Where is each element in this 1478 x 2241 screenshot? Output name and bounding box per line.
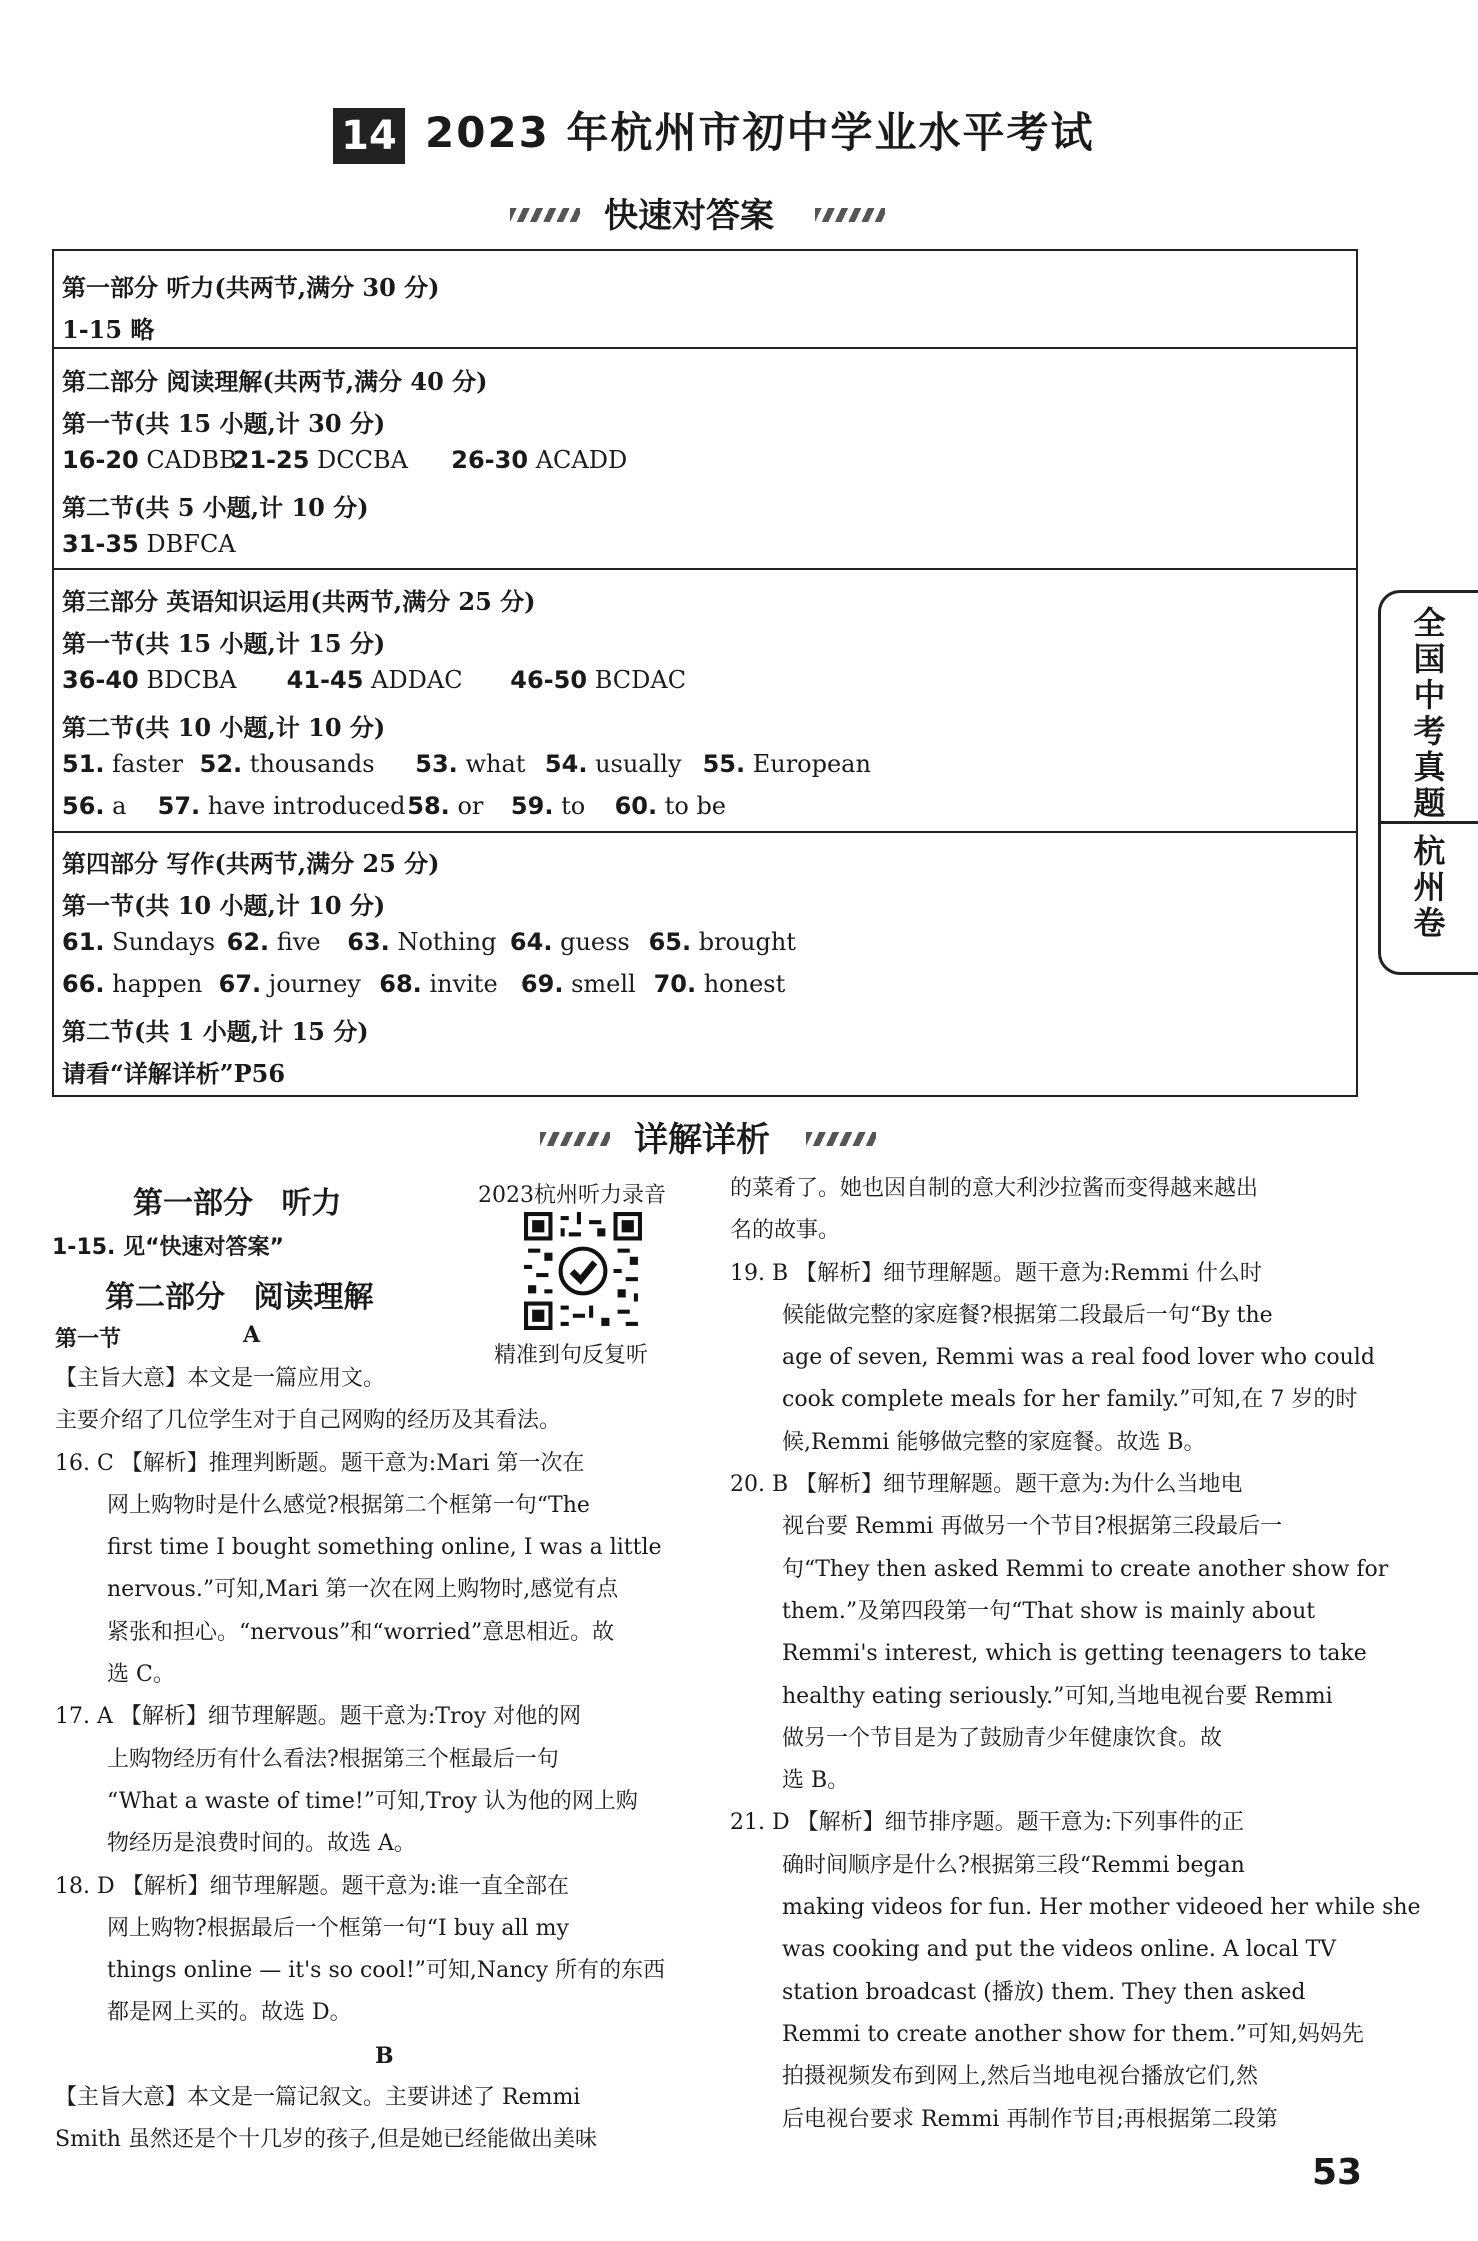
decorative-stripes-right: [806, 1132, 876, 1146]
text-line: 句“They then asked Remmi to create another show for: [782, 1556, 1389, 1582]
divider: [54, 347, 1356, 349]
item-number: 67.: [218, 970, 262, 998]
item-number: 55.: [702, 750, 746, 778]
text-line: 19. B 【解析】细节理解题。题干意为:Remmi 什么时: [730, 1260, 1262, 1286]
item-number: 52.: [199, 750, 243, 778]
item-number: 63.: [347, 928, 390, 956]
part4-title: 第四部分 写作(共两节,满分 25 分): [62, 849, 440, 878]
text-line: healthy eating seriously.”可知,当地电视台要 Remmi: [782, 1683, 1333, 1709]
item-answer: usually: [595, 750, 682, 778]
item-number: 68.: [379, 970, 422, 998]
text-line: 16. C 【解析】推理判断题。题干意为:Mari 第一次在: [55, 1450, 585, 1476]
word-answer-row: [62, 928, 796, 956]
unit-number-badge: 14: [333, 108, 405, 164]
answer-range: 16-20: [62, 446, 139, 474]
text-line: 都是网上买的。故选 D。: [107, 2000, 352, 2026]
answer-range: 36-40: [62, 666, 139, 694]
text-line: them.”及第四段第一句“That show is mainly about: [782, 1598, 1316, 1624]
answer-range: 41-45: [286, 666, 364, 694]
text-line: first time I bought something online, I was a little: [107, 1535, 662, 1561]
item-number: 56.: [62, 792, 105, 820]
answer-letters: BDCBA: [146, 666, 237, 694]
word-answer-row: [62, 750, 871, 778]
item-answer: Sundays: [112, 928, 216, 956]
text-line: 21. D 【解析】细节排序题。题干意为:下列事件的正: [730, 1810, 1245, 1836]
part2-section1: 第一节(共 15 小题,计 30 分): [62, 409, 386, 438]
answer-letters: CADBB: [146, 446, 237, 474]
text-line: 名的故事。: [730, 1218, 841, 1244]
tab-divider: [1381, 821, 1478, 824]
text-line: was cooking and put the videos online. A local TV: [782, 1937, 1337, 1963]
divider: [54, 568, 1356, 570]
text-line: 上购物经历有什么看法?根据第三个框最后一句: [107, 1746, 559, 1772]
passage-a-label: A: [243, 1322, 261, 1348]
answer-range: 46-50: [510, 666, 588, 694]
text-line: 选 C。: [107, 1662, 175, 1688]
qr-caption-bottom: 精准到句反复听: [494, 1343, 649, 1368]
item-number: 64.: [509, 928, 553, 956]
text-line: 视台要 Remmi 再做另一个节目?根据第三段最后一: [782, 1514, 1283, 1540]
text-line: 候,Remmi 能够做完整的家庭餐。故选 B。: [782, 1429, 1206, 1455]
explanation-heading: 详解详析: [634, 1120, 770, 1160]
item-number: 65.: [648, 928, 692, 956]
text-line: 拍摄视频发布到网上,然后当地电视台播放它们,然: [782, 2064, 1258, 2090]
item-answer: honest: [703, 970, 786, 998]
tab-char: 卷: [1413, 904, 1446, 942]
text-line: cook complete meals for her family.”可知,在 7 岁的时: [782, 1387, 1358, 1413]
part1-heading: 第一部分 听力: [133, 1186, 342, 1221]
text-line: nervous.”可知,Mari 第一次在网上购物时,感觉有点: [107, 1577, 619, 1603]
decorative-stripes-right: [815, 208, 885, 222]
text-line: Remmi's interest, which is getting teenagers to take: [782, 1641, 1367, 1667]
answer-group-row: [62, 666, 686, 694]
word-answer-row: [62, 970, 785, 998]
answer-letters: DCCBA: [317, 446, 408, 474]
text-line: age of seven, Remmi was a real food lover who could: [782, 1345, 1375, 1371]
item-answer: guess: [560, 928, 630, 956]
item-answer: a: [112, 792, 127, 820]
part2-title: 第二部分 阅读理解(共两节,满分 40 分): [62, 367, 488, 396]
tab-char: 考: [1413, 712, 1446, 750]
listening-note: 1-15. 见“快速对答案”: [52, 1235, 284, 1260]
answer-letters: BCDAC: [594, 666, 687, 694]
item-number: 54.: [544, 750, 588, 778]
right-explanations: [730, 1168, 1421, 2141]
part4-section1: 第一节(共 10 小题,计 10 分): [62, 891, 386, 920]
text-line: 的菜肴了。她也因自制的意大利沙拉酱而变得越来越出: [730, 1176, 1259, 1201]
item-number: 51.: [62, 750, 105, 778]
tab-char: 杭: [1413, 832, 1446, 870]
decorative-stripes-left: [510, 208, 580, 222]
item-number: 70.: [653, 970, 697, 998]
section1-label: 第一节: [55, 1326, 122, 1352]
tab-char: 中: [1413, 676, 1446, 714]
answer-range: 21-25: [232, 446, 310, 474]
answer-group-row: [62, 530, 236, 558]
answer-range: 26-30: [451, 446, 529, 474]
item-number: 66.: [62, 970, 105, 998]
answer-group-row: [62, 446, 627, 474]
item-answer: to be: [664, 792, 727, 820]
passage-b-label: B: [375, 2042, 394, 2069]
tab-char: 真: [1413, 748, 1446, 786]
item-number: 59.: [510, 792, 554, 820]
tab-char: 题: [1413, 784, 1446, 822]
text-line: 网上购物时是什么感觉?根据第二个框第一句“The: [107, 1492, 590, 1518]
part2-heading: 第二部分 阅读理解: [105, 1280, 374, 1315]
part3-title: 第三部分 英语知识运用(共两节,满分 25 分): [62, 587, 536, 616]
word-answer-row: [62, 792, 726, 820]
text-line: 20. B 【解析】细节理解题。题干意为:为什么当地电: [730, 1472, 1243, 1498]
text-line: 主要介绍了几位学生对于自己网购的经历及其看法。: [55, 1408, 562, 1434]
tab-char: 全: [1413, 604, 1446, 642]
item-number: 61.: [62, 928, 105, 956]
left-explanations: [55, 1358, 695, 2162]
answer-letters: DBFCA: [146, 530, 236, 558]
item-number: 58.: [407, 792, 450, 820]
item-answer: have introduced: [207, 792, 406, 820]
decorative-stripes-left: [540, 1132, 610, 1146]
item-number: 62.: [226, 928, 270, 956]
item-number: 60.: [614, 792, 658, 820]
qr-caption-top: 2023杭州听力录音: [478, 1183, 666, 1208]
tab-char: 州: [1413, 868, 1446, 906]
answer-range: 31-35: [62, 530, 139, 558]
item-answer: brought: [698, 928, 796, 956]
part2-section2: 第二节(共 5 小题,计 10 分): [62, 493, 369, 522]
item-answer: faster: [112, 750, 183, 778]
text-line: 物经历是浪费时间的。故选 A。: [107, 1831, 416, 1857]
side-tab: [1378, 590, 1478, 975]
text-line: 【主旨大意】本文是一篇应用文。: [55, 1366, 386, 1391]
page-number: 53: [1312, 2152, 1363, 2193]
part1-answers: 1-15 略: [62, 315, 155, 344]
text-line: 选 B。: [782, 1768, 850, 1794]
text-line: 紧张和担心。“nervous”和“worried”意思相近。故: [107, 1619, 615, 1645]
item-answer: smell: [571, 970, 636, 998]
text-line: 17. A 【解析】细节理解题。题干意为:Troy 对他的网: [55, 1704, 582, 1730]
text-line: station broadcast (播放) them. They then asked: [782, 1979, 1306, 2005]
part4-section2: 第二节(共 1 小题,计 15 分): [62, 1017, 369, 1046]
item-answer: invite: [429, 970, 498, 998]
item-answer: happen: [112, 970, 203, 998]
text-line: Remmi to create another show for them.”可知,妈妈先: [782, 2021, 1364, 2047]
qr-code-icon[interactable]: [524, 1212, 642, 1330]
item-answer: what: [465, 750, 526, 778]
item-number: 57.: [157, 792, 201, 820]
part3-section1: 第一节(共 15 小题,计 15 分): [62, 629, 386, 658]
item-answer: thousands: [249, 750, 375, 778]
text-line: making videos for fun. Her mother videoed her while she: [782, 1895, 1421, 1921]
part4-note: 请看“详解详析”P56: [62, 1059, 286, 1088]
text-line: 18. D 【解析】细节理解题。题干意为:谁一直全部在: [55, 1873, 570, 1899]
text-line: Smith 虽然还是个十几岁的孩子,但是她已经能做出美味: [55, 2127, 597, 2153]
tab-char: 国: [1413, 640, 1446, 678]
item-answer: European: [752, 750, 871, 778]
answer-letters: ACADD: [535, 446, 628, 474]
item-number: 53.: [415, 750, 458, 778]
page-title: 2023 年杭州市初中学业水平考试: [425, 108, 1095, 157]
text-line: 做另一个节目是为了鼓励青少年健康饮食。故: [782, 1725, 1223, 1751]
item-number: 69.: [520, 970, 564, 998]
text-line: 候能做完整的家庭餐?根据第二段最后一句“By the: [782, 1302, 1273, 1328]
divider: [54, 831, 1356, 833]
text-line: 后电视台要求 Remmi 再制作节目;再根据第二段第: [782, 2106, 1278, 2132]
answer-letters: ADDAC: [371, 666, 463, 694]
item-answer: five: [276, 928, 321, 956]
text-line: 网上购物?根据最后一个框第一句“I buy all my: [107, 1915, 569, 1941]
item-answer: or: [457, 792, 484, 820]
quick-answers-heading: 快速对答案: [604, 196, 774, 236]
item-answer: Nothing: [397, 928, 497, 956]
part3-section2: 第二节(共 10 小题,计 10 分): [62, 713, 386, 742]
item-answer: journey: [268, 970, 361, 998]
item-answer: to: [561, 792, 586, 820]
text-line: things online — it's so cool!”可知,Nancy 所有的东西: [107, 1958, 666, 1984]
text-line: “What a waste of time!”可知,Troy 认为他的网上购: [107, 1788, 638, 1814]
part1-title: 第一部分 听力(共两节,满分 30 分): [62, 273, 440, 302]
text-line: 【主旨大意】本文是一篇记叙文。主要讲述了 Remmi: [55, 2085, 581, 2111]
text-line: 确时间顺序是什么?根据第三段“Remmi began: [782, 1852, 1245, 1878]
